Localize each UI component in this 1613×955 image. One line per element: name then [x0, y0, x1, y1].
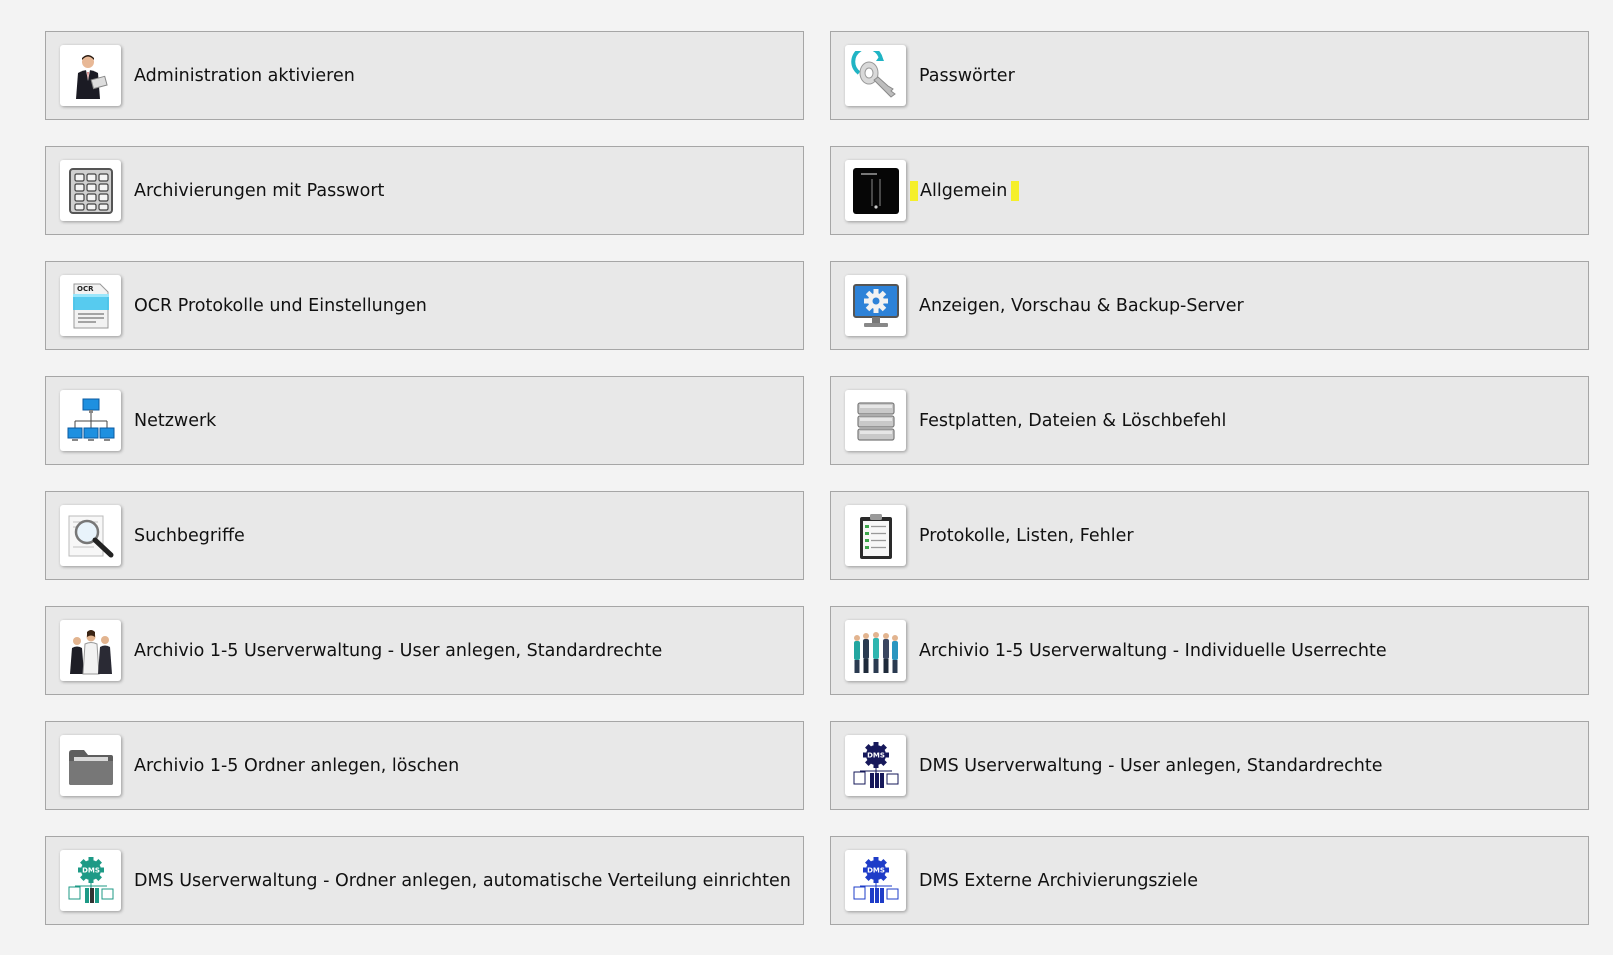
tile-anzeigen-vorschau-backup[interactable] — [830, 261, 1589, 350]
tile-label: Allgemein — [920, 180, 1008, 201]
tile-label: DMS Externe Archivierungsziele — [919, 870, 1198, 891]
highlighted-label — [910, 181, 1019, 201]
dms-teal-icon — [60, 850, 121, 911]
tile-netzwerk[interactable] — [45, 376, 804, 465]
tile-label: DMS Userverwaltung - Ordner anlegen, automatische Verteilung einrichten — [134, 870, 791, 891]
clipboard-checklist-icon — [845, 505, 906, 566]
black-device-icon — [845, 160, 906, 221]
tile-archivio-userverwaltung-individuelle[interactable] — [830, 606, 1589, 695]
tile-label: OCR Protokolle und Einstellungen — [134, 295, 427, 316]
tile-label: Anzeigen, Vorschau & Backup-Server — [919, 295, 1244, 316]
business-team-icon — [60, 620, 121, 681]
ocr-scan-icon — [60, 275, 121, 336]
businessman-icon — [60, 45, 121, 106]
network-icon — [60, 390, 121, 451]
keypad-icon — [60, 160, 121, 221]
settings-grid — [45, 31, 1589, 925]
tile-label: Festplatten, Dateien & Löschbefehl — [919, 410, 1227, 431]
database-icon — [845, 390, 906, 451]
tile-ocr-protokolle[interactable] — [45, 261, 804, 350]
dms-icon-text: DMS — [866, 751, 885, 759]
tile-passwoerter[interactable] — [830, 31, 1589, 120]
tile-suchbegriffe[interactable] — [45, 491, 804, 580]
tile-label: Archivierungen mit Passwort — [134, 180, 385, 201]
magnifier-icon — [60, 505, 121, 566]
tile-administration-aktivieren[interactable] — [45, 31, 804, 120]
dms-blue-icon — [845, 850, 906, 911]
tile-label: DMS Userverwaltung - User anlegen, Standardrechte — [919, 755, 1383, 776]
dms-icon-text: DMS — [866, 866, 885, 874]
tile-archivio-userverwaltung-standardrechte[interactable] — [45, 606, 804, 695]
tile-dms-userverwaltung-ordner[interactable] — [45, 836, 804, 925]
dms-navy-icon — [845, 735, 906, 796]
key-icon — [845, 45, 906, 106]
tile-label: Archivio 1-5 Userverwaltung - User anlegen, Standardrechte — [134, 640, 663, 661]
tile-label: Passwörter — [919, 65, 1015, 86]
tile-label: Archivio 1-5 Userverwaltung - Individuelle Userrechte — [919, 640, 1387, 661]
tile-label: Suchbegriffe — [134, 525, 245, 546]
team-people-icon — [845, 620, 906, 681]
tile-dms-userverwaltung-standardrechte[interactable] — [830, 721, 1589, 810]
tile-dms-externe-archivierungsziele[interactable] — [830, 836, 1589, 925]
tile-archivierungen-mit-passwort[interactable] — [45, 146, 804, 235]
tile-label: Netzwerk — [134, 410, 217, 431]
tile-archivio-ordner[interactable] — [45, 721, 804, 810]
tile-label: Archivio 1-5 Ordner anlegen, löschen — [134, 755, 460, 776]
tile-label: Protokolle, Listen, Fehler — [919, 525, 1134, 546]
tile-allgemein[interactable] — [830, 146, 1589, 235]
tile-label: Administration aktivieren — [134, 65, 355, 86]
tile-protokolle-listen-fehler[interactable] — [830, 491, 1589, 580]
ocr-icon-text: OCR — [76, 284, 93, 293]
folder-icon — [60, 735, 121, 796]
tile-festplatten-dateien[interactable] — [830, 376, 1589, 465]
monitor-gear-icon — [845, 275, 906, 336]
dms-icon-text: DMS — [81, 866, 100, 874]
highlight-marker-right — [1011, 181, 1019, 201]
highlight-marker-left — [910, 181, 918, 201]
